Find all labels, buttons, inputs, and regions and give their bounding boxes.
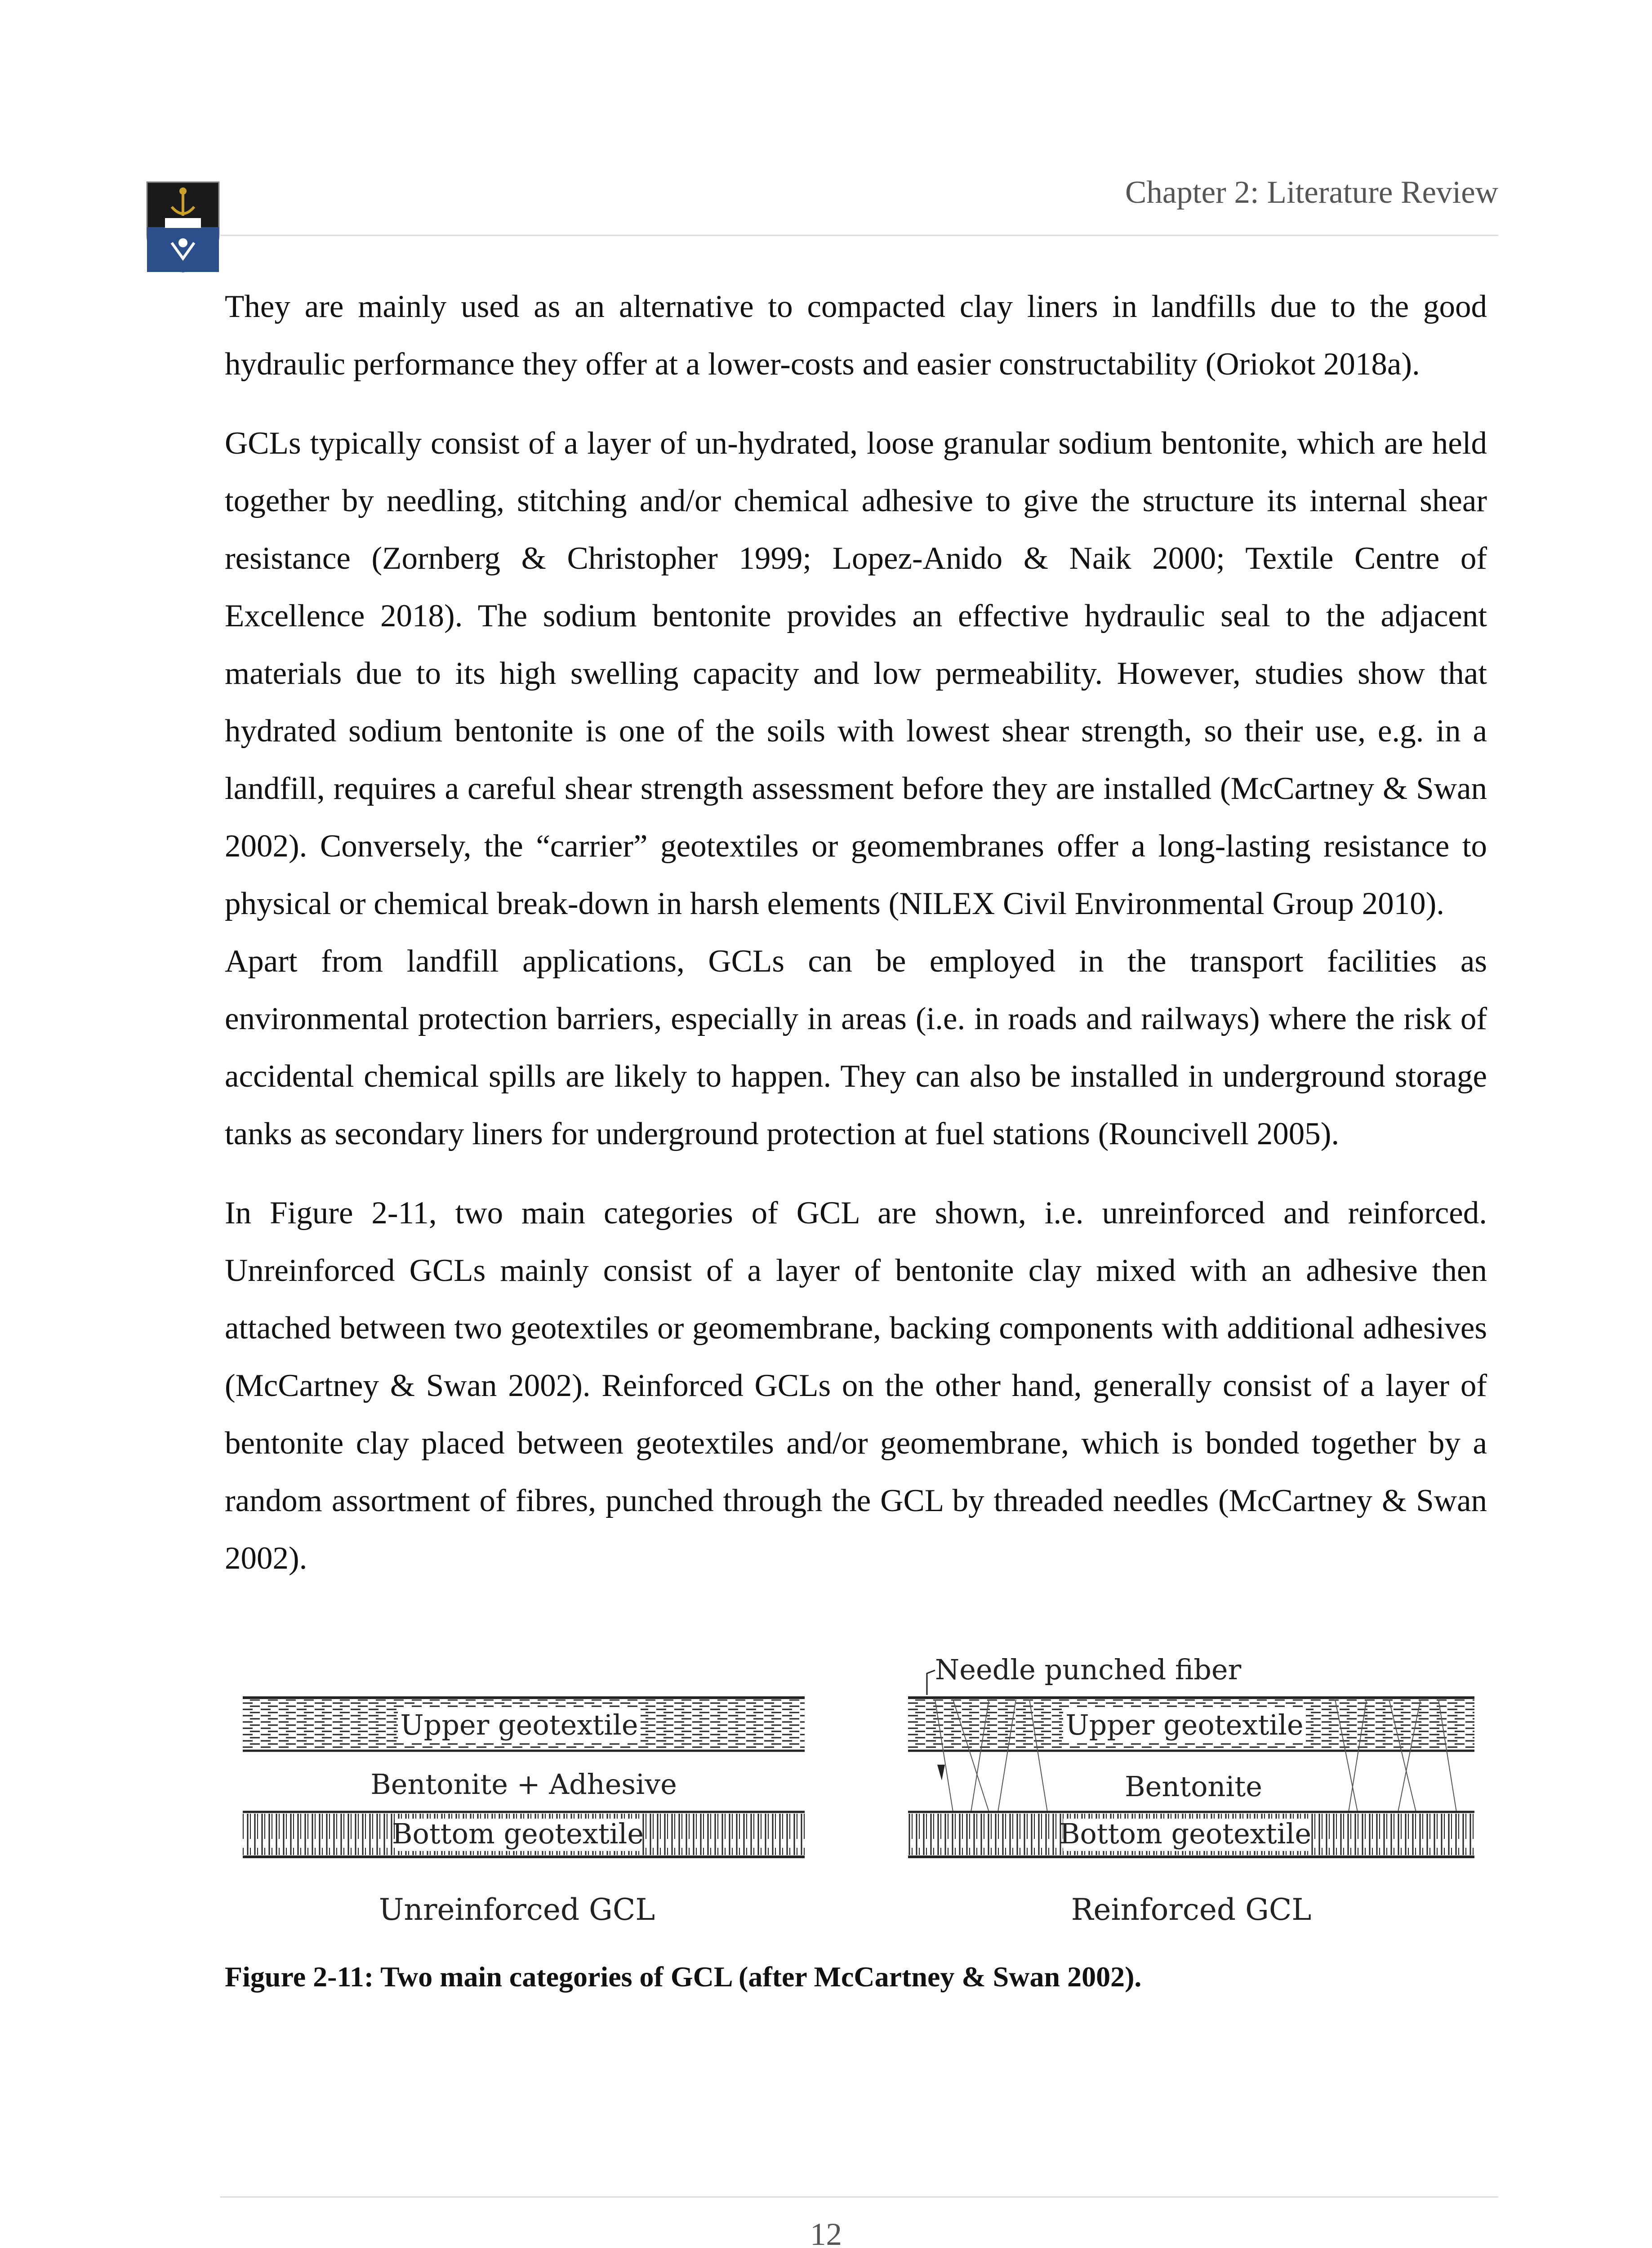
bentonite-label: Bentonite (1125, 1770, 1262, 1803)
body-text (225, 278, 1487, 1609)
paragraph: Apart from landfill applications, GCLs can be employed in the transport facilities as environmental protection barriers, especially in areas (i.e. in roads and railways) where the risk of accidental chemical spills are likely to happen. They can also be installed in underground storage tanks as secondary liners for underground protection at fuel stations (Rouncivell 2005). (225, 944, 1487, 1151)
paragraph: They are mainly used as an alternative to compacted clay liners in landfills due to the good hydraulic performance they offer at a lower-costs and easier constructability (Oriokot 2018a). (225, 289, 1487, 382)
figure-caption: Figure 2-11: Two main categories of GCL (after McCartney & Swan 2002). (225, 1961, 1142, 1993)
bottom-geotextile-label: Bottom geotextile (1059, 1817, 1312, 1850)
footer-divider (220, 2196, 1498, 2198)
figure-gcl-categories (225, 1653, 1487, 1933)
bottom-geotextile-label: Bottom geotextile (392, 1817, 644, 1850)
reinforced-gcl-caption: Reinforced GCL (1071, 1892, 1312, 1927)
university-crest-logo (145, 180, 221, 274)
paragraph: In Figure 2-11, two main categories of GCL are shown, i.e. unreinforced and reinforced. Unreinforced GCLs mainly consist of a layer of bentonite clay mixed with an adhesive then attached between two geotextiles or geomembrane, backing components with additional adhesives (McCartney & Swan 2002). Reinforced GCLs on the other hand, generally consist of a layer of bentonite clay placed between geotextiles and/or geomembrane, which is bonded together by a random assortment of fibres, punched through the GCL by threaded needles (McCartney & Swan 2002). (225, 1195, 1487, 1576)
header-divider (220, 235, 1498, 236)
bentonite-adhesive-label: Bentonite + Adhesive (370, 1768, 677, 1801)
reinforced-gcl (908, 1653, 1474, 1927)
unreinforced-gcl (243, 1698, 805, 1927)
chapter-title: Chapter 2: Literature Review (1125, 175, 1498, 210)
gcl-diagram (225, 1653, 1487, 1933)
upper-geotextile-label: Upper geotextile (1065, 1708, 1304, 1741)
needle-punched-fiber-label: Needle punched fiber (935, 1653, 1242, 1686)
paragraph: GCLs typically consist of a layer of un-hydrated, loose granular sodium bentonite, which are held together by needling, stitching and/or chemical adhesive to give the structure its internal shear resistance (Zornberg & Christopher 1999; Lopez-Anido & Naik 2000; Textile Centre of Excellence 2018). The sodium bentonite provides an effective hydraulic seal to the adjacent materials due to its high swelling capacity and low permeability. However, studies show that hydrated sodium bentonite is one of the soils with lowest shear strength, so their use, e.g. in a landfill, requires a careful shear strength assessment before they are installed (McCartney & Swan 2002). Conversely, the “carrier” geotextiles or geomembranes offer a long-lasting resistance to physical or chemical break-down in harsh elements (NILEX Civil Environmental Group 2010). (225, 426, 1487, 921)
upper-geotextile-label: Upper geotextile (400, 1708, 638, 1741)
needle-icon (937, 1765, 945, 1780)
unreinforced-gcl-caption: Unreinforced GCL (378, 1892, 655, 1927)
page-number: 12 (810, 2217, 842, 2248)
